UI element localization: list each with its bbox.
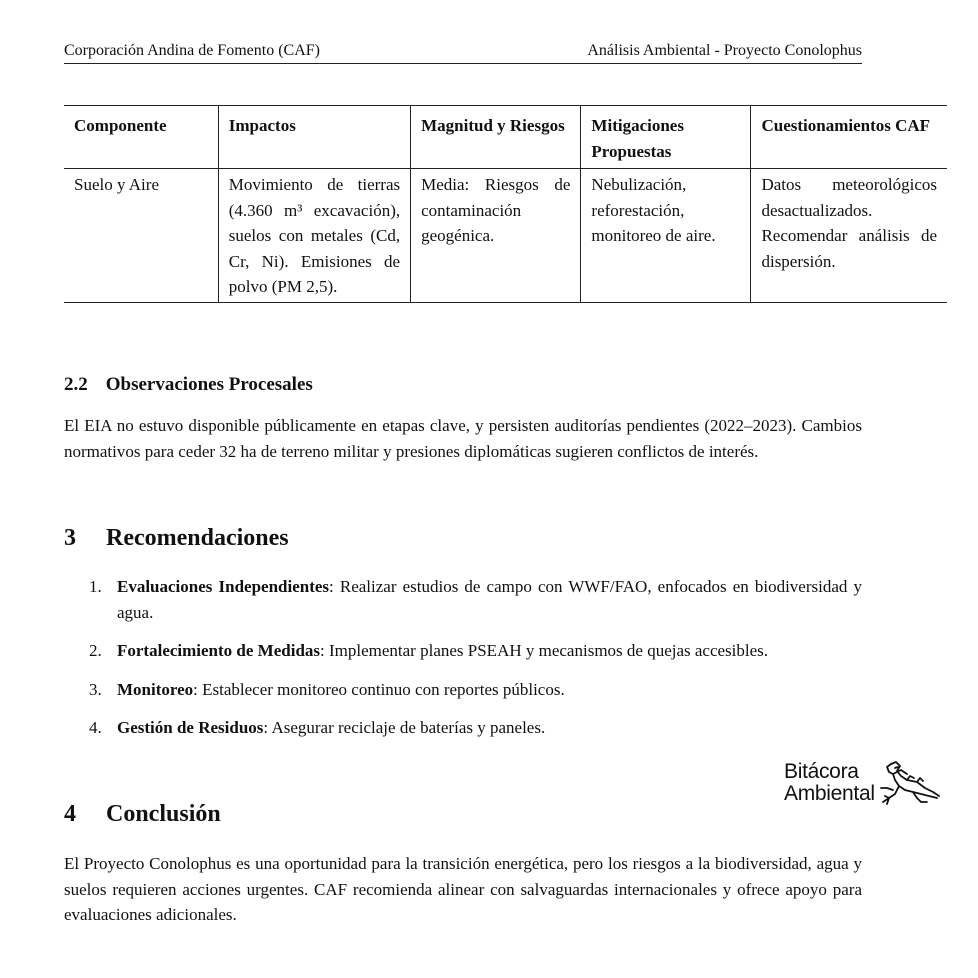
list-term: Fortalecimiento de Medidas xyxy=(117,641,321,660)
section-title: Recomendaciones xyxy=(106,525,289,551)
list-number: 2. xyxy=(89,641,102,660)
list-text: : Realizar estudios de campo con WWF/FAO, enfocados en biodiversidad y agua. xyxy=(117,577,862,622)
table-cell: Movimiento de tierras (4.360 m³ excavación), suelos con metales (Cd, Cr, Ni). Emisiones de polvo (PM 2,5). xyxy=(218,169,410,303)
list-text: : Establecer monitoreo continuo con reportes públicos. xyxy=(193,679,565,699)
section-number: 4 xyxy=(64,801,76,827)
table-cell: Nebulización, reforestación, monitoreo de aire. xyxy=(581,169,751,303)
section-2-2-heading xyxy=(64,374,313,396)
list-term: Monitoreo xyxy=(117,679,194,699)
table-cell: Suelo y Aire xyxy=(74,175,159,194)
list-term: Evaluaciones Independientes xyxy=(117,577,330,596)
header-right: Análisis Ambiental - Proyecto Conolophus xyxy=(587,42,862,59)
list-text: : Implementar planes PSEAH y mecanismos de quejas accesibles. xyxy=(320,641,769,660)
table-header-cell: Mitigaciones Propuestas xyxy=(581,106,751,169)
list-term: Gestión de Residuos xyxy=(117,718,264,737)
table-row xyxy=(64,169,947,303)
conclusion-paragraph: El Proyecto Conolophus es una oportunidad para la transición energética, pero los riesgos a la biodiversidad, agua y suelos requieren acciones urgentes. CAF recomienda alinear con salvaguardas internacionales y ofrece apoyo para evaluaciones adicionales. xyxy=(64,854,862,924)
impact-table xyxy=(64,105,947,303)
list-text: : Asegurar reciclaje de baterías y paneles. xyxy=(263,718,546,737)
list-item xyxy=(64,638,862,664)
running-header xyxy=(64,40,862,64)
iguana-icon xyxy=(877,758,941,808)
list-number: 4. xyxy=(89,718,102,737)
table-cell: Media: Riesgos de contaminación geogénica. xyxy=(411,169,581,303)
header-left: Corporación Andina de Fomento (CAF) xyxy=(64,42,320,59)
list-item xyxy=(64,574,862,625)
list-number: 3. xyxy=(89,679,102,699)
table-cell: Datos meteorológicos desactualizados. Recomendar análisis de dispersión. xyxy=(751,169,947,303)
recommendations-list xyxy=(64,574,862,754)
table-header-row xyxy=(64,106,947,169)
list-number: 1. xyxy=(89,577,102,596)
logo-line-2: Ambiental xyxy=(784,782,875,805)
section-4-heading xyxy=(64,801,221,828)
table-header-cell: Impactos xyxy=(218,106,410,169)
table-header-cell: Cuestionamientos CAF xyxy=(751,106,947,169)
table-header-cell: Componente xyxy=(64,106,218,169)
section-number: 2.2 xyxy=(64,374,88,395)
section-title: Observaciones Procesales xyxy=(105,374,313,395)
bitacora-ambiental-logo xyxy=(784,757,960,809)
section-2-2-paragraph: El EIA no estuvo disponible públicamente en etapas clave, y persisten auditorías pendientes (2022–2023). Cambios normativos para ceder 32 ha de terreno militar y presiones diplomáticas sugieren conflictos de interés. xyxy=(64,416,862,461)
list-item xyxy=(64,677,862,703)
section-3-heading xyxy=(64,525,289,552)
section-number: 3 xyxy=(64,525,76,551)
section-title: Conclusión xyxy=(106,801,221,827)
list-item xyxy=(64,715,862,741)
table-header-cell: Magnitud y Riesgos xyxy=(411,106,581,169)
logo-line-1: Bitácora xyxy=(784,760,859,783)
logo-text xyxy=(784,761,875,805)
